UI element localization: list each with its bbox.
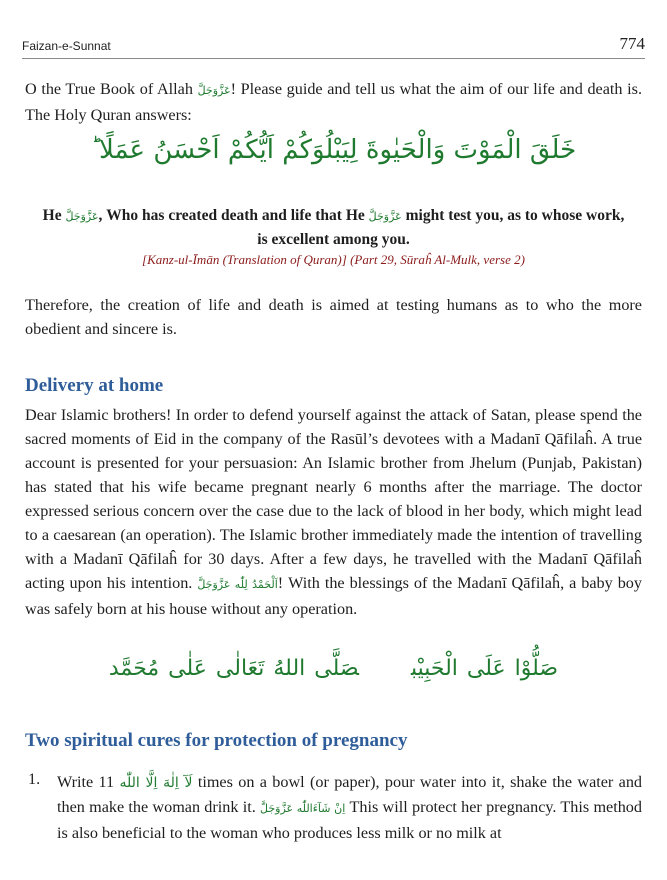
- arabic-azza: عَزَّوَجَلَّ: [65, 210, 99, 223]
- trans-1: He: [42, 207, 66, 224]
- salat-left: صَلُّوْا عَلَى الْحَبِيْب: [410, 656, 559, 681]
- delivery-text: Dear Islamic brothers! In order to defend yourself against the attack of Satan, please spend the sacred moments of Eid in the company of the Rasūl’s devotees with a Madanī Qāfilaĥ. A true account is presented for your persuasion: An Islamic brother from Jhelum (Punjab, Pakistan) has stated that his wife became pregnant nearly 6 months after the marriage. The doctor expressed serious concern over the case due to the lack of blood in her body, which might lead to a caesarean (an operation). The Islamic brother immediately made the intention of travelling with a Madanī Qāfilaĥ for 30 days. After a few days, he travelled with the Madanī Qāfilaĥ acting upon his intention.: [25, 406, 642, 592]
- verse-translation: [40, 204, 627, 251]
- quran-verse: خَلَقَ الْمَوْتَ وَالْحَيٰوةَ لِيَبْلُوَكُمْ اَيُّكُمْ اَحْسَنُ عَمَلًا ؕ: [90, 135, 577, 165]
- cure-text-2: 11 times on a bowl (or paper), pour water into it, shake the water and then make the woman drink it.: [57, 773, 643, 816]
- cure-text-3: This will protect her pregnancy. This method is also beneficial to the woman who produces less milk or no milk at: [57, 798, 642, 842]
- heading-delivery: Delivery at home: [25, 375, 164, 396]
- trans-2: , Who has created death and life that He: [98, 207, 369, 224]
- cure-item-1: [57, 770, 642, 845]
- intro-text: O the True Book of Allah: [25, 80, 198, 98]
- intro-paragraph: [25, 77, 642, 127]
- salat-line: [0, 656, 667, 681]
- delivery-paragraph: [25, 403, 642, 621]
- therefore-paragraph: Therefore, the creation of life and death is aimed at testing humans as to who the more obedient and sincere is.: [25, 296, 642, 338]
- arabic-hamd: اَلْحَمْدُ لِلّٰه عَزَّوَجَلَّ: [197, 578, 278, 591]
- intro-text-2: ! Please guide and tell us what the aim of our life and death is. The Holy Quran answers:: [25, 80, 642, 124]
- arabic-kalima: لَآ اِلٰهَ اِلَّا اللّٰه: [119, 775, 193, 791]
- book-title: Faizan-e-Sunnat: [22, 39, 111, 53]
- arabic-azza: عَزَّوَجَلَّ: [368, 210, 402, 223]
- arabic-insha: اِنْ شَآءَاللّٰه عَزَّوَجَلَّ: [260, 802, 346, 815]
- list-number: 1.: [28, 770, 41, 788]
- delivery-text-2: ! With the blessings of the Madanī Qāfilaĥ, a baby boy was safely born at his house without any operation.: [25, 574, 642, 618]
- verse-reference: [Kanz-ul-Īmān (Translation of Quran)] (Part 29, Sūraĥ Al-Mulk, verse 2): [142, 252, 525, 267]
- trans-3: might test you, as to whose work, is excellent among you.: [257, 207, 625, 248]
- arabic-azza: عَزَّوَجَلَّ: [197, 84, 231, 97]
- page-number: 774: [619, 34, 645, 53]
- cure-text-1: Write: [57, 773, 99, 791]
- page-header: [22, 34, 645, 59]
- heading-cures: Two spiritual cures for protection of pregnancy: [25, 730, 408, 751]
- salat-right: صَلَّى اللهُ تَعَالٰى عَلٰى مُحَمَّد: [108, 656, 359, 681]
